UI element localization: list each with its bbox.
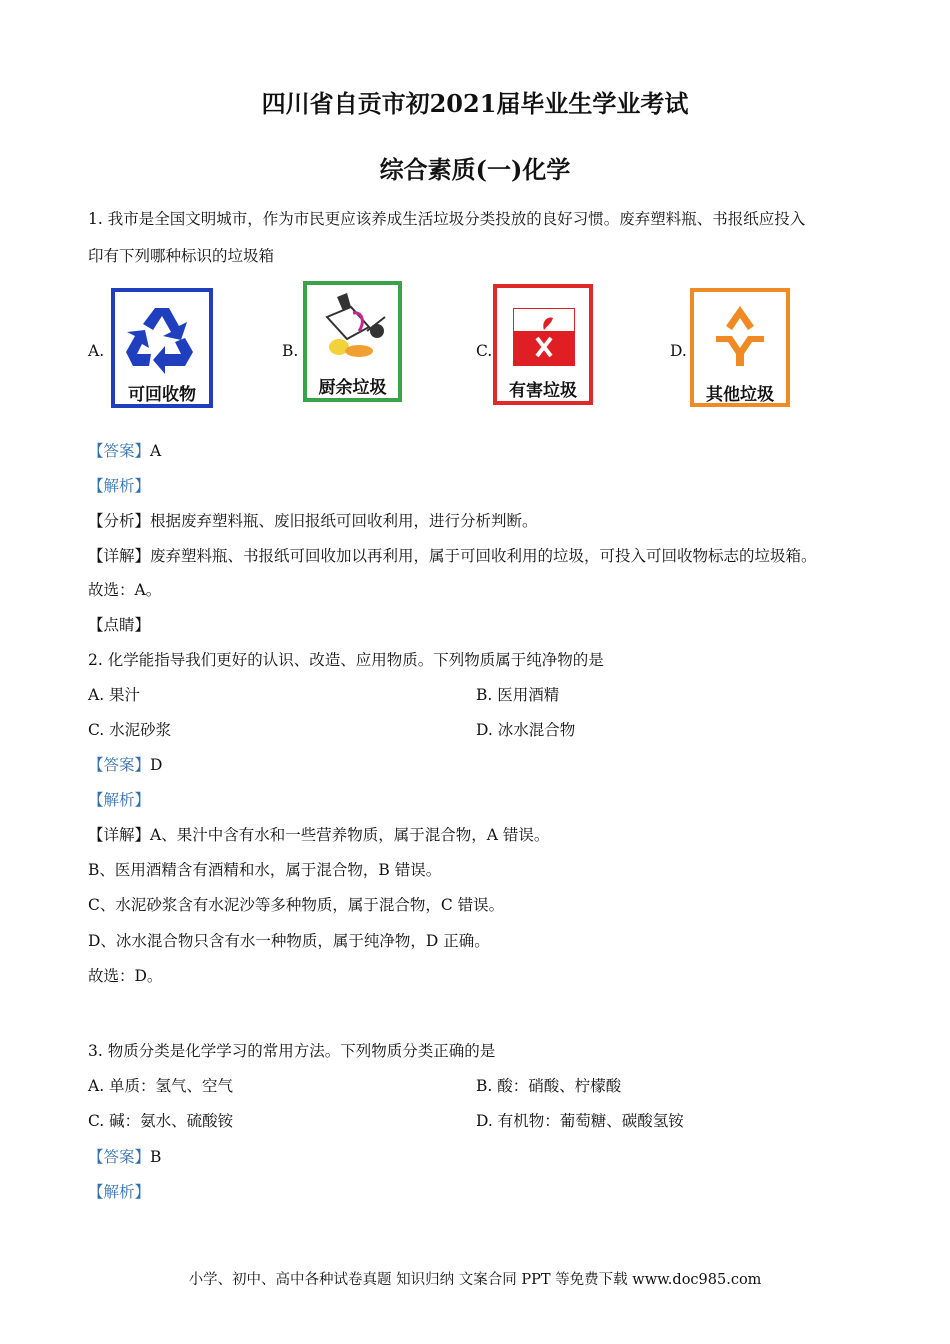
answer-value: A xyxy=(150,442,162,460)
answer-tag: 【答案】 xyxy=(88,1148,151,1166)
answer-tag: 【答案】 xyxy=(88,756,151,774)
q1-detail xyxy=(88,544,817,566)
answer-value: B xyxy=(150,1148,162,1166)
hazard-panel xyxy=(513,308,575,366)
other-waste-icon xyxy=(694,296,786,376)
q2-detail3: C、水泥砂浆含有水泥沙等多种物质，属于混合物，C 错误。 xyxy=(88,896,505,914)
q1-option-a-letter: A. xyxy=(88,342,105,360)
hazardous-waste-sign xyxy=(493,284,593,405)
answer-tag: 【答案】 xyxy=(88,442,151,460)
hazard-icon xyxy=(513,308,575,366)
q1-option-b-letter: B. xyxy=(282,342,299,360)
q3-analysis-tag: 【解析】 xyxy=(88,1183,151,1201)
kitchen-waste-sign xyxy=(303,281,402,402)
document-subtitle: 综合素质(一)化学 xyxy=(379,155,571,184)
fenxi-text: 根据废弃塑料瓶、废旧报纸可回收利用，进行分析判断。 xyxy=(150,512,538,530)
document-title: 四川省自贡市初2021届毕业生学业考试 xyxy=(261,89,689,118)
q2-option-b: B. 医用酒精 xyxy=(476,686,560,704)
recycle-sign-label: 可回收物 xyxy=(128,385,196,405)
q2-option-a: A. 果汁 xyxy=(88,686,141,704)
q3-answer xyxy=(88,1145,161,1167)
q3-option-c: C. 碱：氨水、硫酸铵 xyxy=(88,1112,234,1130)
q1-stem-line1: 1. 我市是全国文明城市，作为市民更应该养成生活垃圾分类投放的良好习惯。废弃塑料瓶、书报纸应投入 xyxy=(88,210,806,228)
q1-answer xyxy=(88,439,161,461)
q2-conclusion: 故选：D。 xyxy=(88,967,163,985)
detail-text: 废弃塑料瓶、书报纸可回收加以再利用，属于可回收利用的垃圾，可投入可回收物标志的垃圾箱。 xyxy=(150,547,817,565)
q2-stem: 2. 化学能指导我们更好的认识、改造、应用物质。下列物质属于纯净物的是 xyxy=(88,651,604,669)
q3-option-b: B. 酸：硝酸、柠檬酸 xyxy=(476,1077,622,1095)
other-waste-sign-label: 其他垃圾 xyxy=(706,385,774,405)
q1-option-d-letter: D. xyxy=(670,342,687,360)
q2-detail2: B、医用酒精含有酒精和水，属于混合物，B 错误。 xyxy=(88,861,442,879)
q1-option-c-letter: C. xyxy=(476,342,493,360)
q2-answer xyxy=(88,753,162,775)
q2-detail1 xyxy=(88,823,549,845)
q2-option-d: D. 冰水混合物 xyxy=(476,721,576,739)
other-waste-sign xyxy=(690,288,790,407)
q3-option-d: D. 有机物：葡萄糖、碳酸氢铵 xyxy=(476,1112,684,1130)
recycle-sign xyxy=(111,288,213,408)
detail-tag: 【详解】 xyxy=(88,547,151,565)
hazardous-waste-sign-label: 有害垃圾 xyxy=(509,381,577,401)
q2-option-c: C. 水泥砂浆 xyxy=(88,721,172,739)
fenxi-tag: 【分析】 xyxy=(88,512,151,530)
recycle-icon xyxy=(115,296,209,376)
q2-detail4: D、冰水混合物只含有水一种物质，属于纯净物，D 正确。 xyxy=(88,932,490,950)
q1-fenxi xyxy=(88,509,538,531)
food-waste-icon xyxy=(307,287,398,367)
q3-option-a: A. 单质：氢气、空气 xyxy=(88,1077,234,1095)
answer-value: D xyxy=(150,756,163,774)
q3-stem: 3. 物质分类是化学学习的常用方法。下列物质分类正确的是 xyxy=(88,1042,496,1060)
q1-analysis-tag: 【解析】 xyxy=(88,477,151,495)
detail-tag: 【详解】 xyxy=(88,826,151,844)
q1-stem-line2: 印有下列哪种标识的垃圾箱 xyxy=(88,247,275,265)
q1-conclusion: 故选：A。 xyxy=(88,581,162,599)
q2-analysis-tag: 【解析】 xyxy=(88,791,151,809)
kitchen-waste-sign-label: 厨余垃圾 xyxy=(318,378,387,398)
q1-dianjing: 【点睛】 xyxy=(88,616,151,634)
detail-text: A、果汁中含有水和一些营养物质，属于混合物，A 错误。 xyxy=(150,826,550,844)
page-footer: 小学、初中、高中各种试卷真题 知识归纳 文案合同 PPT 等免费下载 www.doc985.com xyxy=(188,1272,762,1288)
